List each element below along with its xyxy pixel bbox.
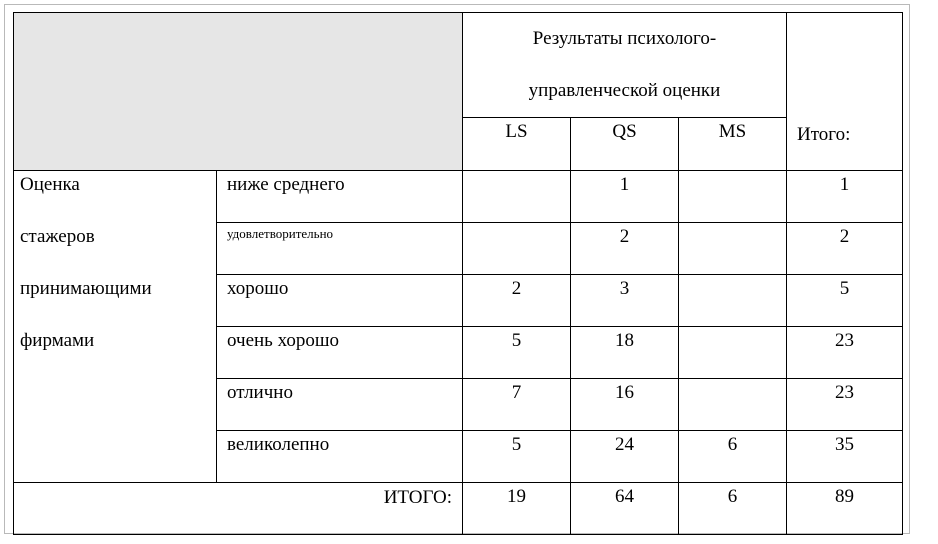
- cell-ms: [679, 379, 787, 431]
- summary-label: ИТОГО:: [14, 483, 463, 535]
- cell-ls: [463, 223, 571, 275]
- results-table: [13, 12, 903, 535]
- cell-total: 5: [787, 275, 903, 327]
- summary-row: [14, 483, 903, 535]
- group-title-line1: Результаты психолого-: [532, 28, 717, 49]
- cell-qs: 16: [571, 379, 679, 431]
- grade-label: удовлетворительно: [217, 223, 463, 275]
- summary-qs: 64: [571, 483, 679, 535]
- group-header: [463, 13, 787, 118]
- column-header-ms: MS: [679, 118, 787, 171]
- summary-total: 89: [787, 483, 903, 535]
- cell-ms: 6: [679, 431, 787, 483]
- cell-total: 2: [787, 223, 903, 275]
- total-header: Итого:: [787, 13, 903, 171]
- cell-ls: 5: [463, 327, 571, 379]
- cell-total: 1: [787, 171, 903, 223]
- summary-ls: 19: [463, 483, 571, 535]
- grade-label: отлично: [217, 379, 463, 431]
- side-label-line: Оценка: [20, 174, 80, 195]
- cell-qs: 18: [571, 327, 679, 379]
- cell-ls: 2: [463, 275, 571, 327]
- side-label: [14, 171, 217, 483]
- grade-label: хорошо: [217, 275, 463, 327]
- cell-total: 35: [787, 431, 903, 483]
- cell-total: 23: [787, 327, 903, 379]
- grade-label: очень хорошо: [217, 327, 463, 379]
- cell-ls: [463, 171, 571, 223]
- cell-ms: [679, 275, 787, 327]
- header-corner-cell: [14, 13, 463, 171]
- cell-qs: 2: [571, 223, 679, 275]
- cell-ls: 7: [463, 379, 571, 431]
- column-header-ls: LS: [463, 118, 571, 171]
- table-row: [14, 171, 903, 223]
- cell-qs: 24: [571, 431, 679, 483]
- cell-ms: [679, 327, 787, 379]
- grade-label: великолепно: [217, 431, 463, 483]
- cell-total: 23: [787, 379, 903, 431]
- group-title-line2: управленческой оценки: [528, 80, 721, 101]
- side-label-line: фирмами: [20, 330, 95, 351]
- cell-qs: 3: [571, 275, 679, 327]
- cell-ms: [679, 171, 787, 223]
- header-row-1: [14, 13, 903, 118]
- cell-qs: 1: [571, 171, 679, 223]
- cell-ms: [679, 223, 787, 275]
- summary-ms: 6: [679, 483, 787, 535]
- side-label-line: принимающими: [20, 278, 152, 299]
- cell-ls: 5: [463, 431, 571, 483]
- column-header-qs: QS: [571, 118, 679, 171]
- side-label-line: стажеров: [20, 226, 95, 247]
- grade-label: ниже среднего: [217, 171, 463, 223]
